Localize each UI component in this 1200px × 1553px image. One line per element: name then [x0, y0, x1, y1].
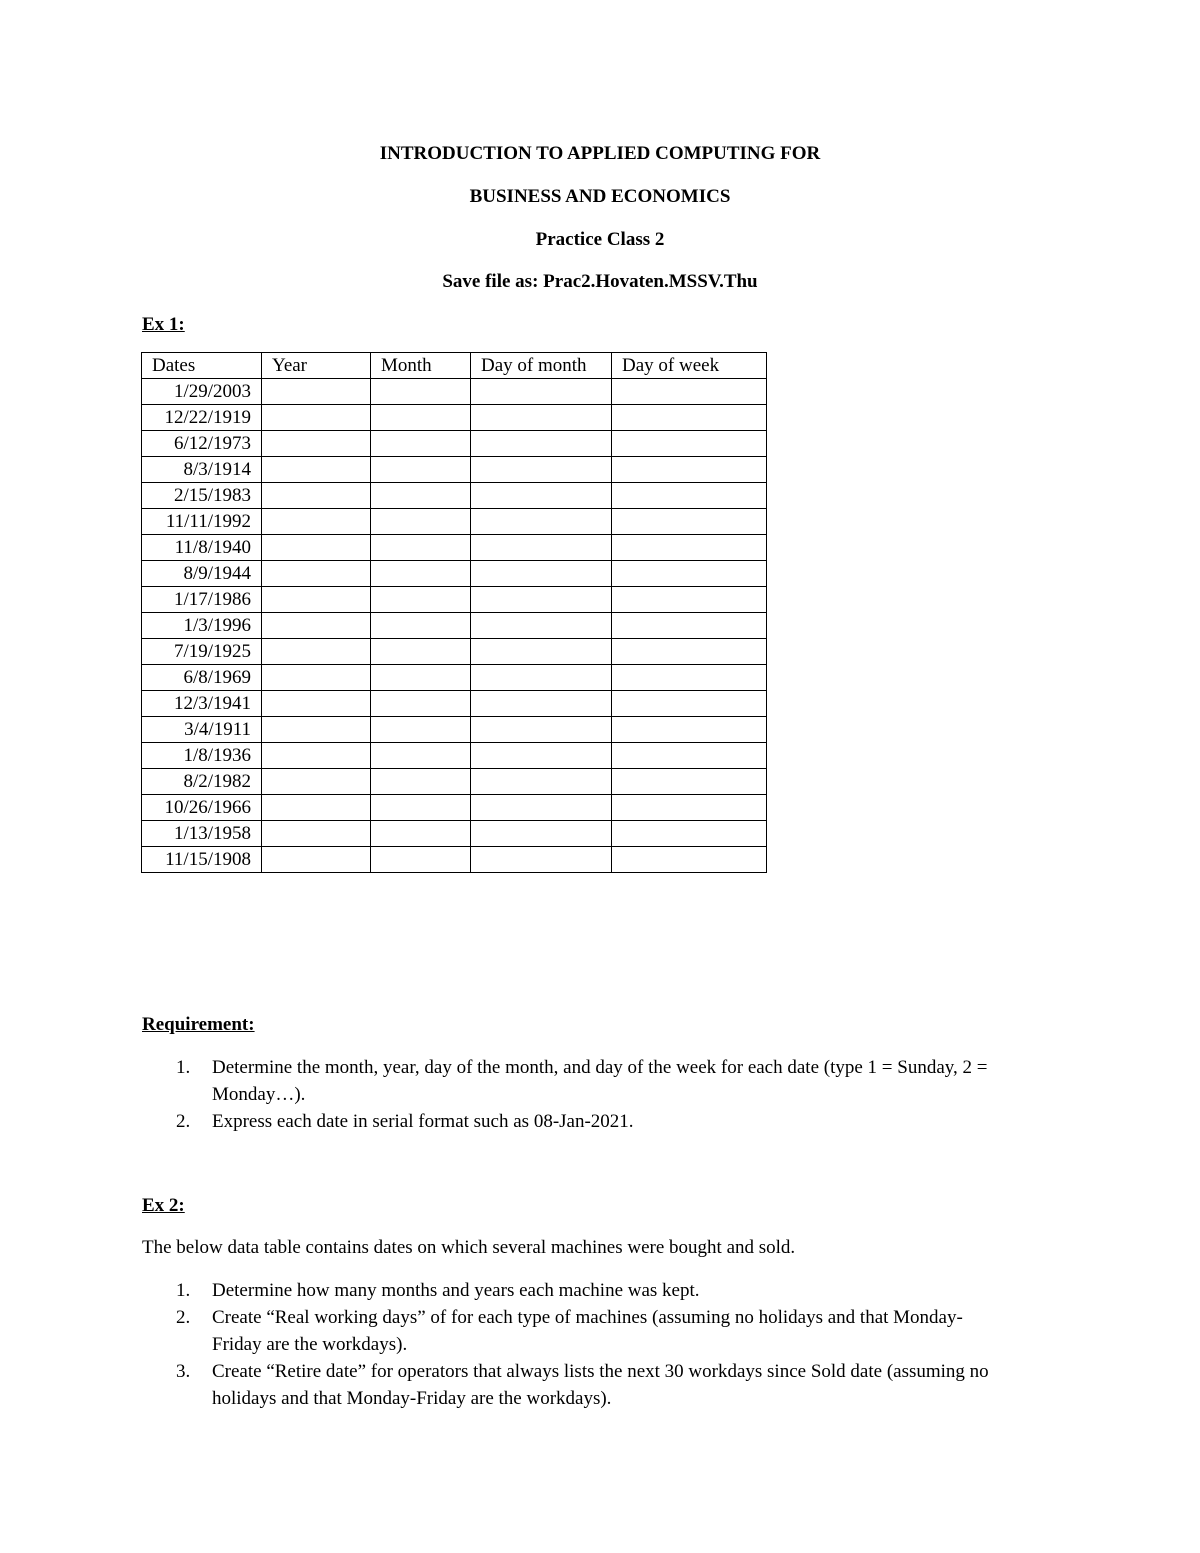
ex2-intro: The below data table contains dates on which several machines were bought and sold. [142, 1237, 796, 1258]
month-cell[interactable] [371, 509, 471, 535]
list-text: Express each date in serial format such as 08-Jan-2021. [212, 1111, 634, 1132]
day-of-month-cell[interactable] [471, 405, 612, 431]
date-cell: 3/4/1911 [142, 717, 262, 743]
list-item [142, 1054, 1002, 1108]
day-of-month-cell[interactable] [471, 561, 612, 587]
day-of-month-cell[interactable] [471, 483, 612, 509]
list-number: 2. [176, 1307, 191, 1328]
year-cell[interactable] [262, 431, 371, 457]
month-cell[interactable] [371, 743, 471, 769]
day-of-month-cell[interactable] [471, 379, 612, 405]
month-cell[interactable] [371, 691, 471, 717]
year-cell[interactable] [262, 795, 371, 821]
year-cell[interactable] [262, 535, 371, 561]
day-of-week-cell[interactable] [612, 821, 767, 847]
date-cell: 1/13/1958 [142, 821, 262, 847]
day-of-month-cell[interactable] [471, 743, 612, 769]
month-cell[interactable] [371, 535, 471, 561]
day-of-week-cell[interactable] [612, 613, 767, 639]
month-cell[interactable] [371, 717, 471, 743]
table-row [142, 509, 767, 535]
date-cell: 1/3/1996 [142, 613, 262, 639]
month-cell[interactable] [371, 379, 471, 405]
list-item [142, 1277, 1002, 1304]
table-row [142, 535, 767, 561]
year-cell[interactable] [262, 457, 371, 483]
day-of-week-cell[interactable] [612, 509, 767, 535]
day-of-week-cell[interactable] [612, 795, 767, 821]
date-cell: 7/19/1925 [142, 639, 262, 665]
day-of-month-cell[interactable] [471, 639, 612, 665]
table-row [142, 379, 767, 405]
table-row [142, 769, 767, 795]
day-of-month-cell[interactable] [471, 613, 612, 639]
day-of-month-cell[interactable] [471, 431, 612, 457]
ex1-heading: Ex 1: [142, 314, 185, 335]
year-cell[interactable] [262, 483, 371, 509]
year-cell[interactable] [262, 405, 371, 431]
year-cell[interactable] [262, 847, 371, 873]
month-cell[interactable] [371, 587, 471, 613]
day-of-month-cell[interactable] [471, 795, 612, 821]
date-cell: 1/17/1986 [142, 587, 262, 613]
month-cell[interactable] [371, 847, 471, 873]
year-cell[interactable] [262, 691, 371, 717]
day-of-month-cell[interactable] [471, 769, 612, 795]
day-of-month-cell[interactable] [471, 535, 612, 561]
list-text: Determine how many months and years each machine was kept. [212, 1280, 700, 1301]
date-cell: 1/29/2003 [142, 379, 262, 405]
dates-table [141, 352, 767, 873]
table-row [142, 431, 767, 457]
table-row [142, 561, 767, 587]
table-header-row [142, 353, 767, 379]
month-cell[interactable] [371, 821, 471, 847]
date-cell: 8/2/1982 [142, 769, 262, 795]
column-header-dates: Dates [142, 353, 262, 379]
day-of-month-cell[interactable] [471, 665, 612, 691]
day-of-week-cell[interactable] [612, 587, 767, 613]
column-header-day-of-month: Day of month [471, 353, 612, 379]
day-of-week-cell[interactable] [612, 535, 767, 561]
month-cell[interactable] [371, 769, 471, 795]
table-row [142, 821, 767, 847]
day-of-month-cell[interactable] [471, 691, 612, 717]
date-cell: 12/3/1941 [142, 691, 262, 717]
month-cell[interactable] [371, 483, 471, 509]
table-row [142, 613, 767, 639]
date-cell: 1/8/1936 [142, 743, 262, 769]
list-number: 1. [176, 1057, 191, 1078]
month-cell[interactable] [371, 613, 471, 639]
list-text: Create “Real working days” of for each type of machines (assuming no holidays and that Monday-Friday are the workdays). [212, 1307, 963, 1355]
day-of-week-cell[interactable] [612, 691, 767, 717]
ex2-heading: Ex 2: [142, 1195, 185, 1216]
date-cell: 6/8/1969 [142, 665, 262, 691]
day-of-week-cell[interactable] [612, 639, 767, 665]
month-cell[interactable] [371, 405, 471, 431]
date-cell: 11/8/1940 [142, 535, 262, 561]
table-row [142, 457, 767, 483]
title-line-1: INTRODUCTION TO APPLIED COMPUTING FOR [379, 143, 821, 164]
day-of-week-cell[interactable] [612, 561, 767, 587]
table-row [142, 743, 767, 769]
list-text: Determine the month, year, day of the month, and day of the week for each date (type 1 = Sunday, 2 = Monday…). [212, 1057, 988, 1105]
date-cell: 10/26/1966 [142, 795, 262, 821]
list-number: 3. [176, 1361, 191, 1382]
month-cell[interactable] [371, 561, 471, 587]
column-header-day-of-week: Day of week [612, 353, 767, 379]
title-line-2: BUSINESS AND ECONOMICS [469, 186, 731, 207]
list-item [142, 1304, 1002, 1358]
year-cell[interactable] [262, 587, 371, 613]
practice-class-title: Practice Class 2 [535, 229, 665, 250]
year-cell[interactable] [262, 743, 371, 769]
table-row [142, 691, 767, 717]
table-row [142, 665, 767, 691]
column-header-month: Month [371, 353, 471, 379]
date-cell: 11/15/1908 [142, 847, 262, 873]
year-cell[interactable] [262, 769, 371, 795]
year-cell[interactable] [262, 639, 371, 665]
table-row [142, 405, 767, 431]
table-row [142, 795, 767, 821]
column-header-year: Year [262, 353, 371, 379]
table-row [142, 639, 767, 665]
date-cell: 6/12/1973 [142, 431, 262, 457]
year-cell[interactable] [262, 379, 371, 405]
month-cell[interactable] [371, 665, 471, 691]
year-cell[interactable] [262, 717, 371, 743]
day-of-week-cell[interactable] [612, 847, 767, 873]
ex2-list [142, 1277, 1002, 1412]
month-cell[interactable] [371, 431, 471, 457]
date-cell: 12/22/1919 [142, 405, 262, 431]
day-of-week-cell[interactable] [612, 769, 767, 795]
day-of-week-cell[interactable] [612, 379, 767, 405]
list-number: 1. [176, 1280, 191, 1301]
month-cell[interactable] [371, 639, 471, 665]
list-item [142, 1108, 1002, 1135]
day-of-week-cell[interactable] [612, 665, 767, 691]
day-of-month-cell[interactable] [471, 457, 612, 483]
year-cell[interactable] [262, 665, 371, 691]
date-cell: 8/3/1914 [142, 457, 262, 483]
day-of-week-cell[interactable] [612, 483, 767, 509]
month-cell[interactable] [371, 457, 471, 483]
dates-table-body [142, 379, 767, 873]
table-row [142, 847, 767, 873]
day-of-week-cell[interactable] [612, 431, 767, 457]
day-of-month-cell[interactable] [471, 821, 612, 847]
date-cell: 2/15/1983 [142, 483, 262, 509]
day-of-week-cell[interactable] [612, 743, 767, 769]
day-of-month-cell[interactable] [471, 717, 612, 743]
table-row [142, 587, 767, 613]
date-cell: 11/11/1992 [142, 509, 262, 535]
table-row [142, 483, 767, 509]
save-file-instruction: Save file as: Prac2.Hovaten.MSSV.Thu [442, 271, 758, 292]
year-cell[interactable] [262, 561, 371, 587]
table-row [142, 717, 767, 743]
list-text: Create “Retire date” for operators that always lists the next 30 workdays since Sold date (assuming no holidays and that Monday-Friday are the workdays). [212, 1361, 989, 1409]
requirement-heading: Requirement: [142, 1014, 255, 1035]
day-of-week-cell[interactable] [612, 717, 767, 743]
list-number: 2. [176, 1111, 191, 1132]
day-of-week-cell[interactable] [612, 405, 767, 431]
day-of-month-cell[interactable] [471, 509, 612, 535]
day-of-month-cell[interactable] [471, 847, 612, 873]
year-cell[interactable] [262, 821, 371, 847]
list-item [142, 1358, 1002, 1412]
year-cell[interactable] [262, 509, 371, 535]
requirement-list [142, 1054, 1002, 1135]
date-cell: 8/9/1944 [142, 561, 262, 587]
year-cell[interactable] [262, 613, 371, 639]
day-of-month-cell[interactable] [471, 587, 612, 613]
month-cell[interactable] [371, 795, 471, 821]
day-of-week-cell[interactable] [612, 457, 767, 483]
